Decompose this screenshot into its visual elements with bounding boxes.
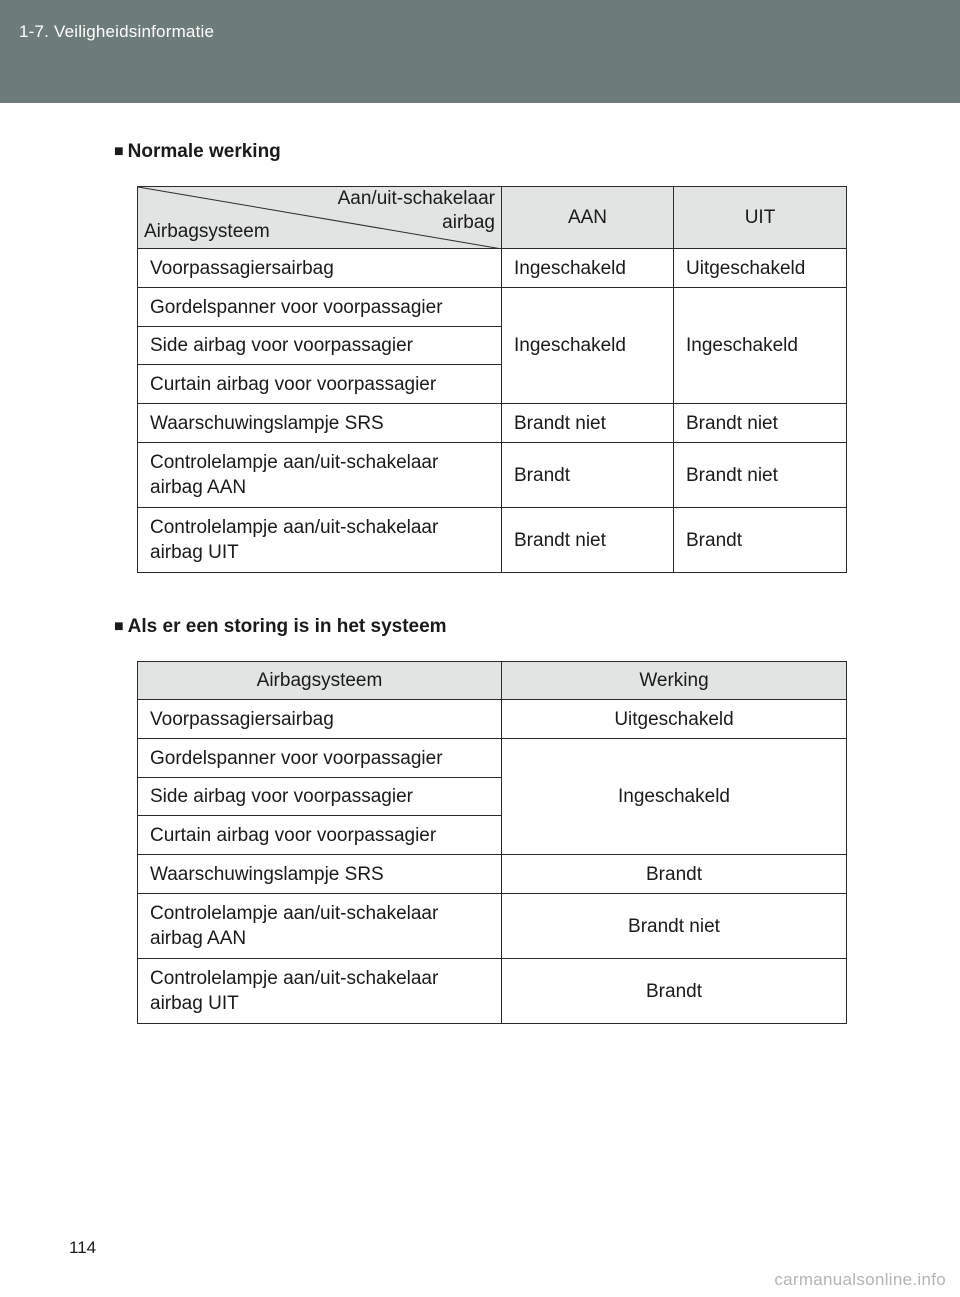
table-row (138, 508, 847, 573)
row-label: Controlelampje aan/uit-schakelaar airbag AAN (138, 894, 502, 959)
col-header-werking: Werking (502, 662, 847, 700)
diagonal-header-cell (138, 187, 502, 249)
row-label: Curtain airbag voor voorpassagier (138, 816, 502, 855)
werking-value: Brandt niet (502, 894, 847, 959)
table-row (138, 249, 847, 288)
row-label: Gordelspanner voor voorpassagier (138, 739, 502, 778)
row-label: Side airbag voor voorpassagier (138, 778, 502, 816)
row-label: Gordelspanner voor voorpassagier (138, 288, 502, 327)
table-row (138, 443, 847, 508)
table-row (138, 288, 847, 327)
square-bullet-icon: ■ (114, 143, 124, 160)
fault-operation-table (137, 661, 847, 1024)
table-row (138, 739, 847, 778)
section-title: 1-7. Veiligheidsinformatie (19, 22, 215, 41)
table-header-row (138, 187, 847, 249)
heading-text: Als er een storing is in het systeem (127, 616, 447, 637)
table-row (138, 894, 847, 959)
uit-value: Uitgeschakeld (674, 249, 847, 288)
switch-header-label: Aan/uit-schakelaar airbag (337, 188, 495, 233)
werking-value: Brandt (502, 855, 847, 894)
uit-value: Brandt niet (674, 443, 847, 508)
table-row (138, 855, 847, 894)
row-label: Controlelampje aan/uit-schakelaar airbag UIT (138, 959, 502, 1024)
section-heading-fault (114, 616, 447, 638)
merged-uit-value: Ingeschakeld (674, 288, 847, 404)
section-heading-normal (114, 141, 281, 163)
heading-text: Normale werking (127, 141, 281, 162)
row-label: Voorpassagiersairbag (138, 249, 502, 288)
col-header-system: Airbagsysteem (138, 662, 502, 700)
row-label: Controlelampje aan/uit-schakelaar airbag UIT (138, 508, 502, 573)
col-header-uit: UIT (674, 187, 847, 249)
werking-value: Brandt (502, 959, 847, 1024)
normal-operation-table (137, 186, 847, 573)
aan-value: Brandt niet (502, 508, 674, 573)
page-number: 114 (69, 1238, 97, 1257)
aan-value: Brandt niet (502, 404, 674, 443)
col-header-aan: AAN (502, 187, 674, 249)
uit-value: Brandt niet (674, 404, 847, 443)
row-label: Curtain airbag voor voorpassagier (138, 365, 502, 404)
row-label: Voorpassagiersairbag (138, 700, 502, 739)
uit-value: Brandt (674, 508, 847, 573)
system-header-label: Airbagsysteem (144, 221, 270, 242)
chapter-header (0, 0, 960, 103)
werking-value: Uitgeschakeld (502, 700, 847, 739)
row-label: Controlelampje aan/uit-schakelaar airbag AAN (138, 443, 502, 508)
square-bullet-icon: ■ (114, 618, 124, 635)
aan-value: Ingeschakeld (502, 249, 674, 288)
row-label: Side airbag voor voorpassagier (138, 327, 502, 365)
table-row (138, 404, 847, 443)
table-header-row (138, 662, 847, 700)
row-label: Waarschuwingslampje SRS (138, 855, 502, 894)
row-label: Waarschuwingslampje SRS (138, 404, 502, 443)
merged-werking-value: Ingeschakeld (502, 739, 847, 855)
aan-value: Brandt (502, 443, 674, 508)
table-row (138, 700, 847, 739)
merged-aan-value: Ingeschakeld (502, 288, 674, 404)
table-row (138, 959, 847, 1024)
watermark: carmanualsonline.info (774, 1270, 946, 1289)
